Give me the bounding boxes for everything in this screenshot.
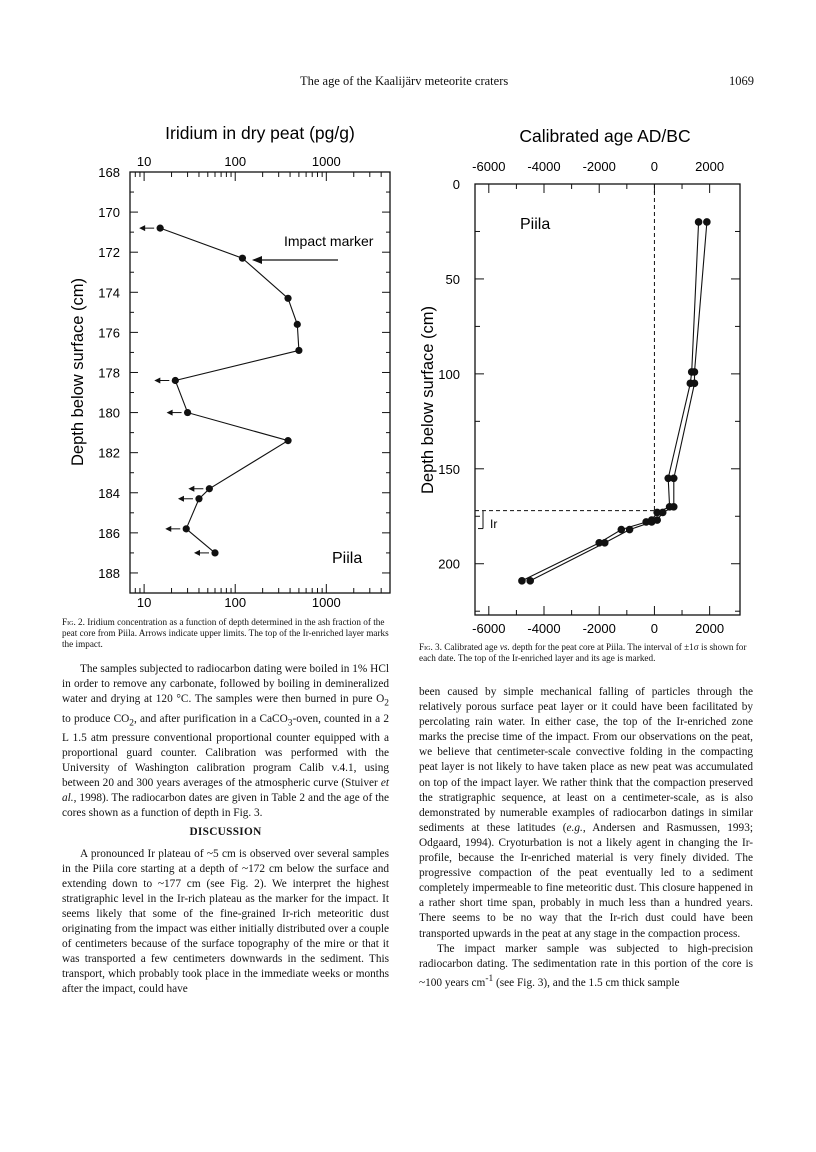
y-tick-label: 186 (98, 525, 120, 541)
caption-label: Fig. 3. (419, 642, 442, 652)
x-tick-label-top: -6000 (472, 159, 506, 174)
x-tick-label-bottom: -6000 (472, 621, 506, 636)
x-tick-label-top: 1000 (311, 154, 341, 169)
data-point (526, 577, 534, 585)
y-tick-label: 170 (98, 205, 120, 221)
data-point (670, 474, 678, 482)
y-tick-label: 176 (98, 325, 120, 341)
y-tick-label: 174 (98, 285, 120, 301)
x-tick-label-top: 0 (650, 159, 659, 174)
section-heading: DISCUSSION (189, 826, 262, 839)
fig2-caption (62, 617, 390, 650)
y-tick-label: 180 (98, 405, 120, 421)
x-tick-label-bottom: 2000 (695, 621, 725, 636)
plot-frame (475, 184, 740, 615)
paragraph: The samples subjected to radiocarbon dating were boiled in 1% HCl in order to remove any carbonate, followed by boiling in demineralized water and drying at 120 °C. The samples were then burned in pure $O_2$ to produce $CO_2$, and after purification in a CaCO$_3$-oven, counted in a 2 L 1.5 atm pressure conventional proportional counter equipped with a proportional guard counter. Calibration was performed with the University of Washington calibration program Calib v.4.1, using between 20 and 300 years averages of the atmospheric curve (Stuiver et al., 1998). The radiocarbon dates are given in Table 2 and the age of the cores shown as a function of depth in Fig. 3. (62, 663, 389, 820)
x-tick-label-top: 10 (136, 154, 152, 169)
data-point (703, 218, 711, 226)
x-tick-label-top: 100 (224, 154, 247, 169)
y-tick-label: 50 (445, 271, 460, 287)
y-tick-label: 172 (98, 245, 120, 261)
ir-label: Ir (490, 517, 498, 531)
data-point (670, 503, 678, 511)
x-tick-label-bottom: -4000 (527, 621, 561, 636)
data-point (648, 518, 656, 526)
paragraph: been caused by simple mechanical falling of particles through the relatively porous surface peat layer or it could have been facilitated by percolating rain water. In either case, the top of the Ir-enriched zone marks the precise time of the impact. From our observations on the peat, we believe that centimeter-scale convective folding in the compacting peat layer is not likely to have taken place as new peat was accumulated on top of the impact layer. We rather think that the compaction preserved the stratigraphic sequence, at least on a centimeter-scale, as is also demonstrated by numerable examples of radiocarbon datings in similar sediments at these latitudes (e.g., Andersen and Rasmussen, 1993; Odgaard, 1994). Cryoturbation is not a likely agent in changing the Ir-profile, because the Ir-enriched material is very finely divided. The progressive compaction of the peat eventually led to a sediment completely impermeable to fine meteoritic dust. This closure happened in a rather short time span, probably in much less than a hundred years. There seems to be no way that the Ir-rich dust could have been transported upwards in the peat at any stage in the compaction process. (419, 686, 753, 940)
impact-marker-label: Impact marker (284, 233, 374, 249)
y-tick-label: 100 (438, 366, 460, 382)
chart-title: Iridium in dry peat (pg/g) (165, 123, 355, 143)
x-tick-label-bottom: 1000 (311, 595, 341, 610)
data-point (695, 218, 703, 226)
data-point (659, 509, 667, 517)
data-point (518, 577, 526, 585)
paragraph: A pronounced Ir plateau of ~5 cm is observed over several samples in the Piila core starting at a depth of ~172 cm below the surface and extending down to ~177 cm (see Fig. 2). We interpret the highest stratigraphic level in the Ir-rich plateau as the marker for the impact. It seems likely that some of the fine-grained Ir-rich meteoritic dust originating from the impact was either initially distributed over a couple of centimeters because of the surface topography of the mire or that it was transported a few centimeters downwards in the sediment. This transport, which probably took place in the immediate weeks or months after the impact, could have (62, 847, 389, 996)
y-tick-label: 188 (98, 565, 120, 581)
x-tick-label-bottom: 10 (136, 595, 152, 610)
data-point (626, 526, 634, 534)
fig3-caption (419, 642, 753, 664)
running-title: The age of the Kaalijärv meteorite craters (300, 74, 509, 88)
page-number: 1069 (729, 74, 754, 88)
data-point (691, 368, 699, 376)
paragraph: The impact marker sample was subjected to high-precision radiocarbon dating. The sedimentation rate in this portion of the core is ~100 years $cm^{-1}$ (see Fig. 3), and the 1.5 cm thick sample (419, 942, 753, 989)
data-point (601, 539, 609, 547)
y-axis-label: Depth below surface (cm) (419, 306, 437, 494)
x-tick-label-top: -2000 (582, 159, 616, 174)
y-tick-label: 200 (438, 556, 460, 572)
y-tick-label: 182 (98, 445, 120, 461)
series-line (522, 222, 699, 581)
x-tick-label-bottom: 0 (650, 621, 659, 636)
caption-text: Calibrated age vs. depth for the peat core at Piila. The interval of ±1σ is shown for each date. The top of the Ir-enriched layer and its age is marked. (419, 642, 747, 663)
y-axis-label: Depth below surface (cm) (69, 278, 87, 466)
x-tick-label-bottom: 100 (224, 595, 247, 610)
y-tick-label: 150 (438, 461, 460, 477)
y-tick-label: 184 (98, 485, 120, 501)
y-tick-label: 0 (452, 177, 460, 192)
x-tick-label-bottom: -2000 (582, 621, 616, 636)
y-tick-label: 178 (98, 365, 120, 381)
caption-text: Iridium concentration as a function of depth determined in the ash fraction of the peat core from Piila. Arrows indicate upper limits. The top of the Ir-enriched layer marks the impact. (62, 617, 389, 649)
site-label: Piila (520, 216, 551, 233)
site-label: Piila (332, 550, 363, 567)
right-column (419, 685, 753, 991)
data-point (691, 380, 699, 388)
y-tick-label: 168 (98, 165, 120, 180)
caption-label: Fig. 2. (62, 617, 85, 627)
left-column (62, 662, 389, 997)
x-tick-label-top: -4000 (527, 159, 561, 174)
chart-title: Calibrated age AD/BC (519, 126, 691, 146)
x-tick-label-top: 2000 (695, 159, 725, 174)
